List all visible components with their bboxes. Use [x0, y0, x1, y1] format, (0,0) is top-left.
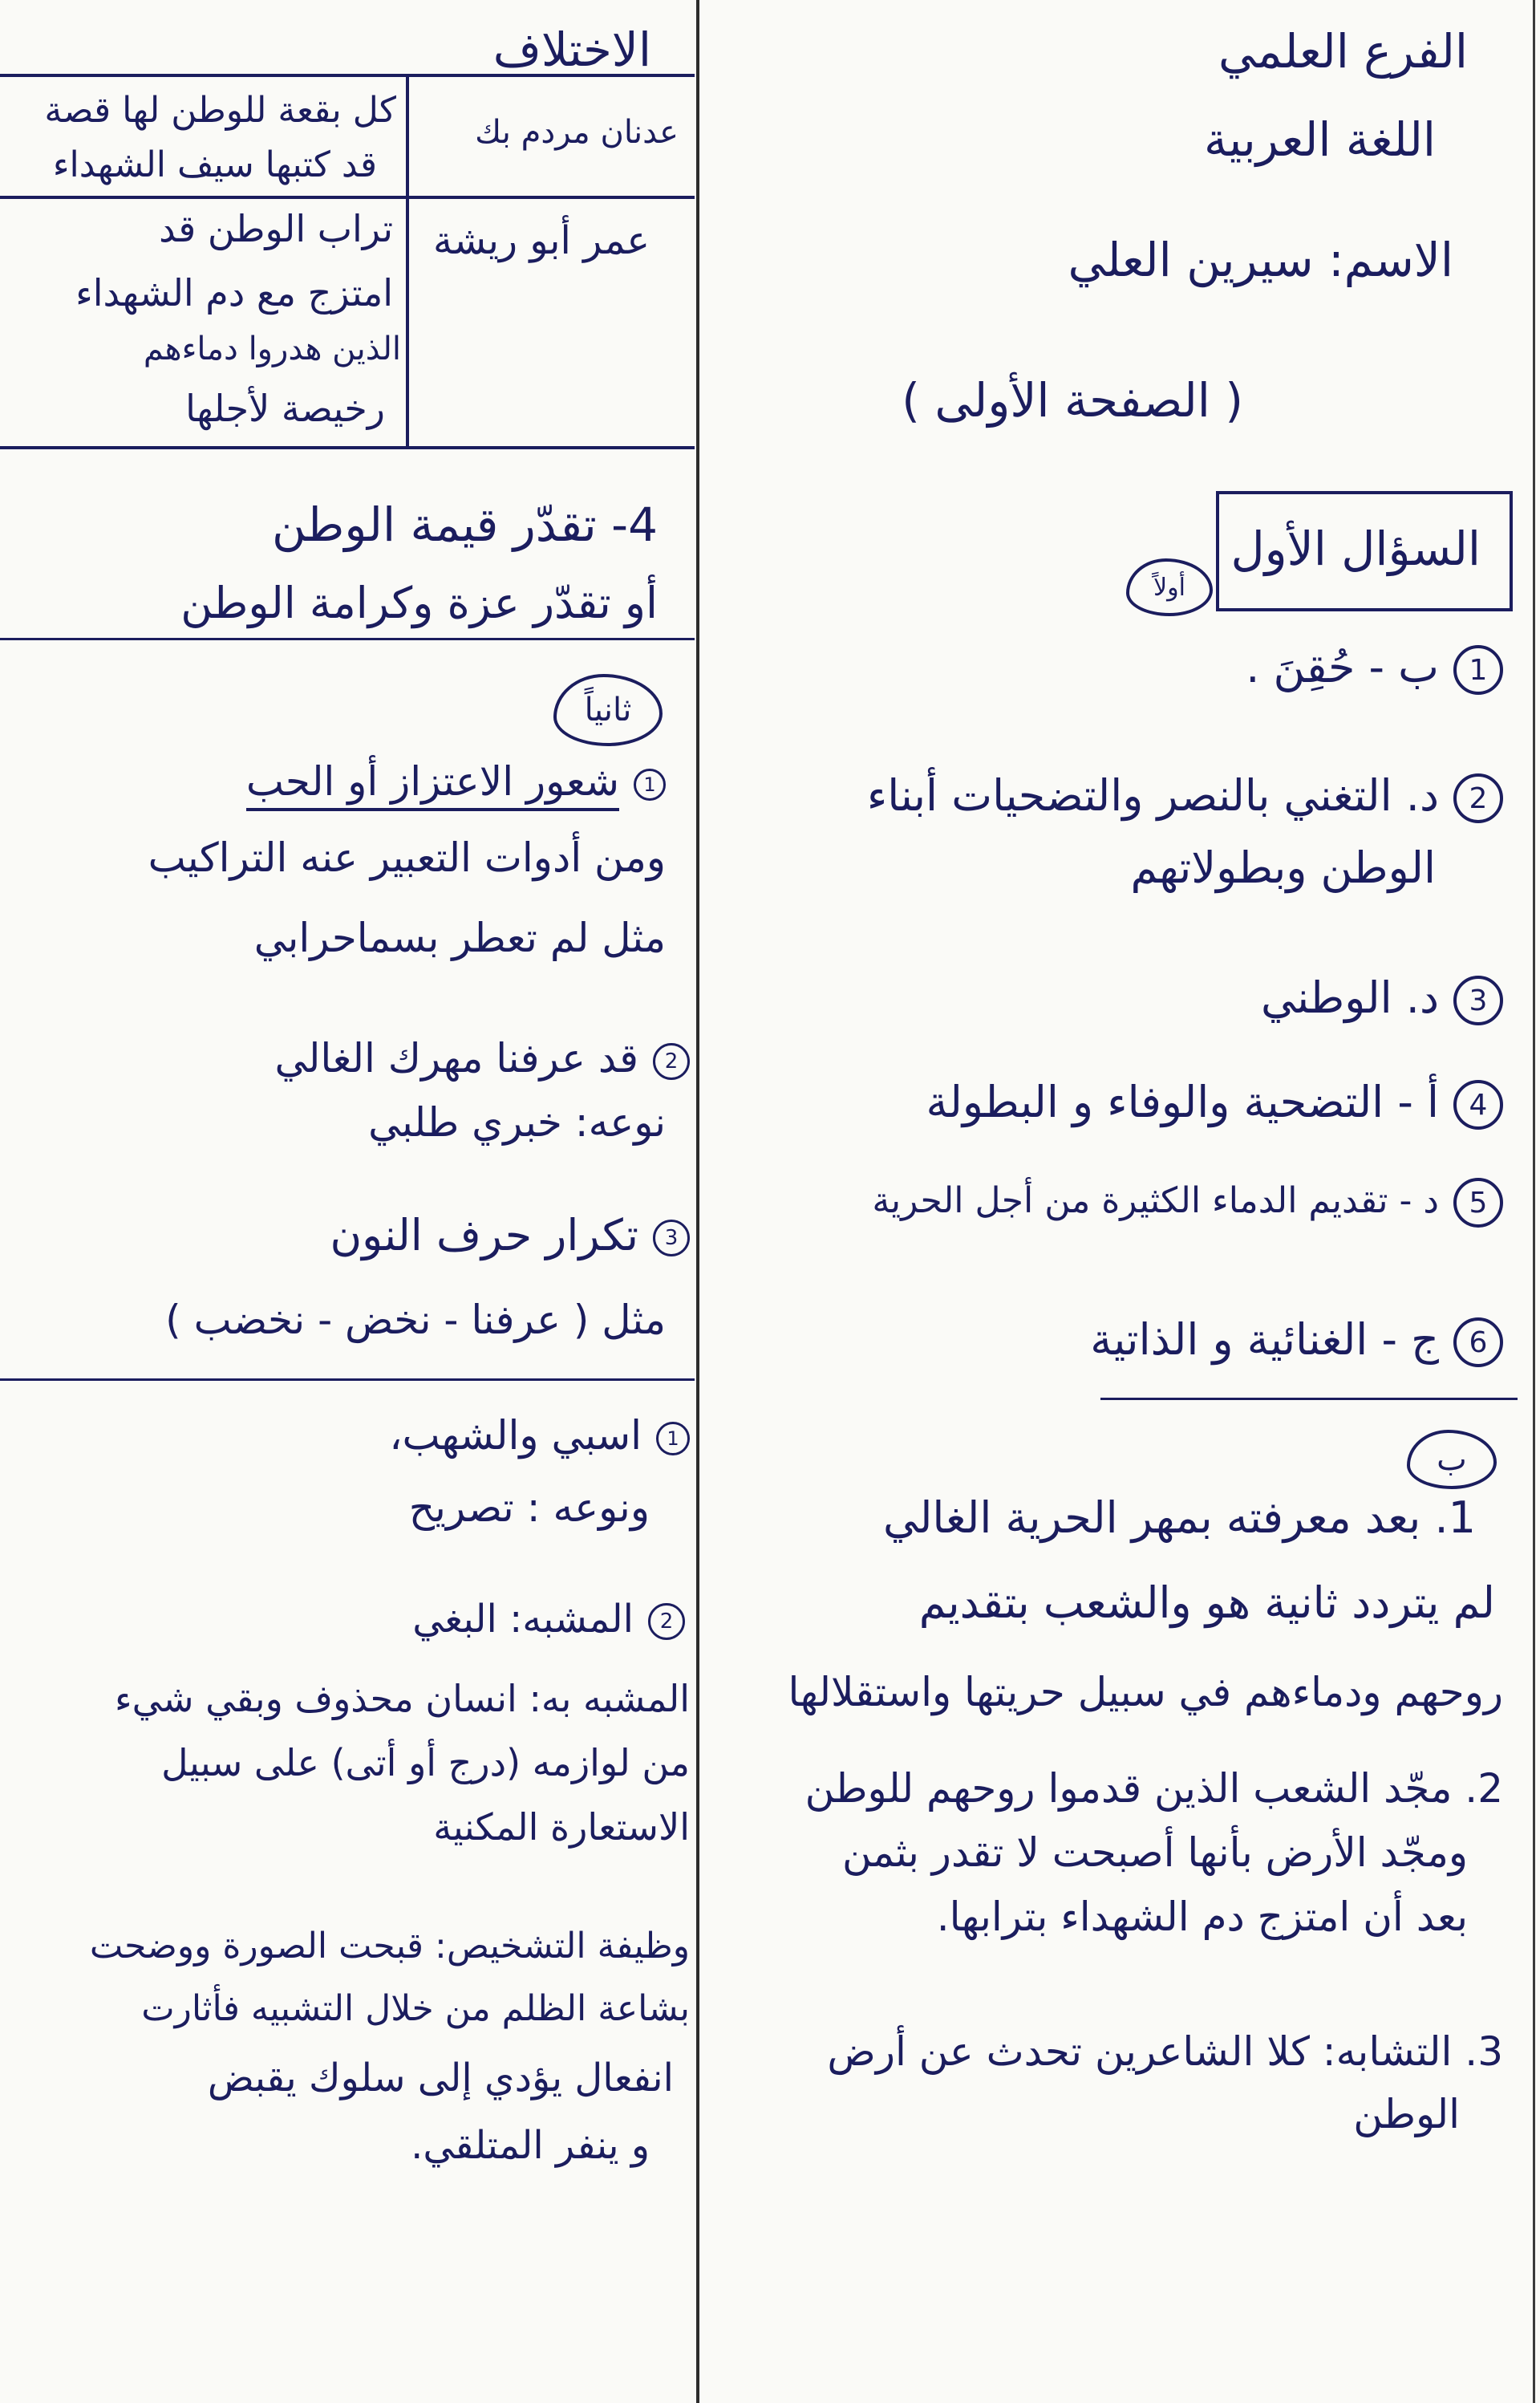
b3-line-2: الوطن: [1353, 2091, 1460, 2137]
answer-2-line-2: الوطن وبطولاتهم: [1130, 842, 1436, 893]
b1-line-3: روحهم ودماءهم في سبيل حريتها واستقلالها: [788, 1669, 1503, 1715]
row2-text-1: تراب الوطن قد: [159, 207, 393, 250]
b3-line-1: 3. التشابه: كلا الشاعرين تحدث عن أرض: [827, 2028, 1503, 2075]
answer-4-left-2: أو تقدّر عزة وكرامة الوطن: [180, 578, 658, 628]
answer-6: 6ج - الغنائية و الذاتية: [1090, 1314, 1503, 1367]
s1-number: 1: [634, 769, 666, 801]
s3-line-1: 3تكرار حرف النون: [330, 1210, 690, 1260]
answer-2: 2د. التغني بالنصر والتضحيات أبناء: [867, 770, 1503, 823]
s2-line-1: 2قد عرفنا مهرك الغالي: [275, 1035, 691, 1082]
student-name: الاسم: سيرين العلي: [1068, 233, 1453, 287]
part-b-badge: ب: [1407, 1430, 1497, 1489]
s1-line-3: مثل لم تعطر بسماحرابي: [253, 915, 666, 961]
s3-line-2: مثل ( عرفنا - نخض - نخضب ): [165, 1297, 666, 1343]
s7-line-1: وظيفة التشخيص: قبحت الصورة ووضحت: [89, 1926, 690, 1967]
answer-1-number: 1: [1453, 645, 1503, 695]
s6-line-4: الاستعارة المكنية: [433, 1805, 690, 1849]
subject-label: اللغة العربية: [1203, 112, 1436, 167]
row2-text-4: رخيصة لأجلها: [185, 387, 385, 430]
row1-text-1: كل بقعة للوطن لها قصة: [44, 90, 396, 131]
s1-line-2: ومن أدوات التعبير عنه التراكيب: [148, 834, 666, 881]
s3-number: 3: [653, 1220, 690, 1256]
table-column-rule: [406, 77, 409, 446]
answer-2-number: 2: [1453, 773, 1503, 823]
left-rule-2: [0, 1378, 695, 1381]
s7-line-4: و ينفر المتلقي.: [411, 2123, 650, 2168]
s6-line-1: 2المشبه: البغي: [412, 1597, 685, 1642]
row1-text-2: قد كتبها سيف الشهداء: [52, 144, 377, 185]
difference-heading: الاختلاف: [492, 22, 651, 77]
s2-number: 2: [653, 1043, 690, 1080]
answer-5-number: 5: [1453, 1178, 1503, 1228]
row1-poet: عدنان مردم بك: [475, 114, 679, 151]
answer-5: 5د - تقديم الدماء الكثيرة من أجل الحرية: [872, 1178, 1503, 1228]
answer-4-number: 4: [1453, 1080, 1503, 1130]
b1-line-1: 1. بعد معرفته بمهر الحرية الغالي: [882, 1492, 1476, 1543]
b2-line-1: 2. مجّد الشعب الذين قدموا روحهم للوطن: [804, 1765, 1503, 1812]
row2-text-3: الذين هدروا دماءهم: [143, 331, 401, 367]
row2-text-2: امتزج مع دم الشهداء: [75, 271, 393, 315]
answer-3-number: 3: [1453, 976, 1503, 1025]
page-edge: [1533, 0, 1535, 2403]
question-1-title: السؤال الأول: [1230, 522, 1481, 576]
page-label: ( الصفحة الأولى ): [902, 373, 1243, 428]
column-divider: [696, 0, 699, 2403]
row2-poet: عمر أبو ريشة: [433, 218, 650, 263]
part-a-badge: أولاً: [1126, 558, 1213, 616]
s6-line-2: المشبه به: انسان محذوف وبقي شيء: [115, 1677, 690, 1720]
s6-number: 2: [648, 1603, 685, 1640]
s5-line-2: ونوعه : تصريح: [408, 1484, 650, 1531]
b2-line-3: بعد أن امتزج دم الشهداء بترابها.: [936, 1894, 1468, 1940]
part-2-badge: ثانياً: [553, 674, 663, 746]
b1-line-2: لم يتردد ثانية هو والشعب بتقديم: [918, 1577, 1495, 1628]
b2-line-2: ومجّد الأرض بأنها أصبحت لا تقدر بثمن: [841, 1829, 1468, 1876]
section-rule: [1100, 1398, 1518, 1400]
left-rule: [0, 638, 695, 640]
s2-line-2: نوعه: خبري طلبي: [368, 1099, 666, 1146]
answer-4: 4أ - التضحية والوفاء و البطولة: [926, 1077, 1503, 1130]
s5-line-1: 1اسبي والشهب،: [389, 1412, 690, 1459]
s1-line-1: 1شعور الاعتزاز أو الحب: [246, 758, 666, 805]
answer-3: 3د. الوطني: [1261, 972, 1503, 1025]
s5-number: 1: [656, 1422, 690, 1455]
s7-line-2: بشاعة الظلم من خلال التشبيه فأثارت: [141, 1988, 690, 2029]
branch-label: الفرع العلمي: [1218, 24, 1468, 79]
s6-line-3: من لوازمه (درج أو أتى) على سبيل: [161, 1741, 690, 1784]
table-row-rule: [0, 196, 695, 199]
s7-line-3: انفعال يؤدي إلى سلوك يقبض: [207, 2056, 674, 2101]
answer-4-left-1: 4- تقدّر قيمة الوطن: [272, 497, 658, 552]
answer-1: 1ب - حُقِنَ .: [1246, 642, 1503, 695]
answer-6-number: 6: [1453, 1317, 1503, 1367]
